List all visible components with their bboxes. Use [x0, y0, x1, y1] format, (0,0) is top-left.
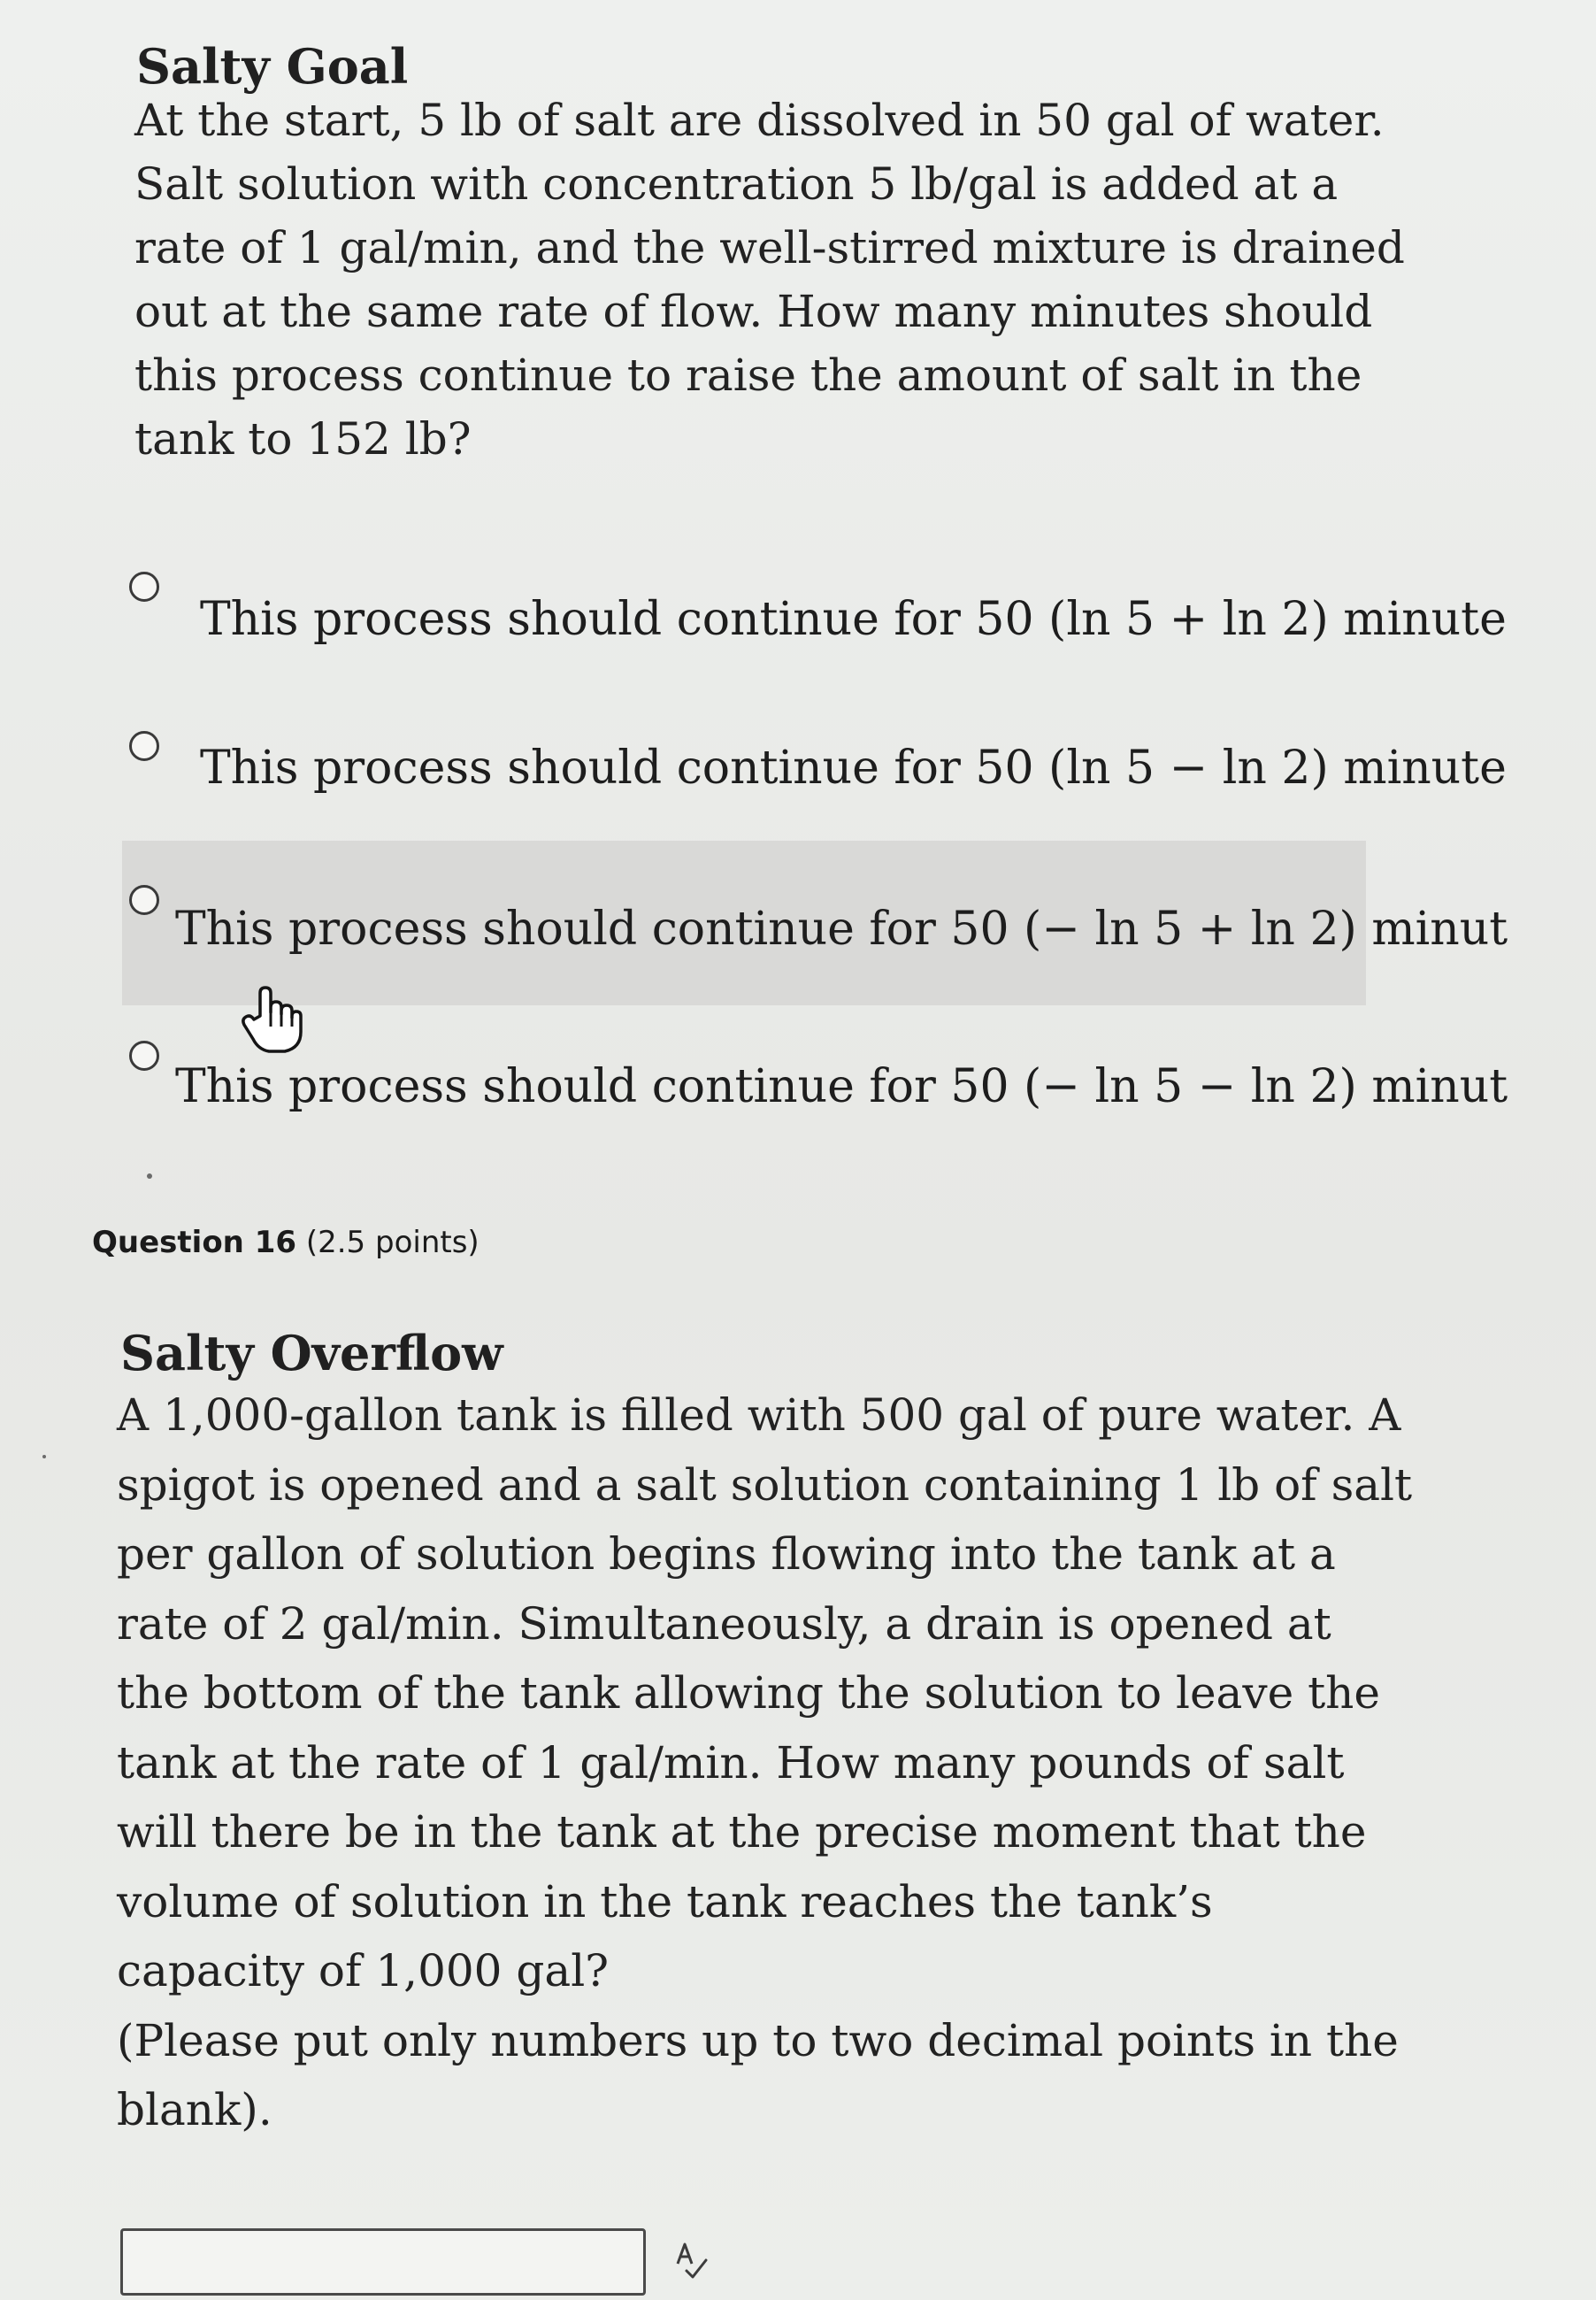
question-16-line: will there be in the tank at the precise moment that the: [117, 1806, 1367, 1858]
question-15-line: Salt solution with concentration 5 lb/gal is added at a: [134, 158, 1339, 210]
question-16-line: tank at the rate of 1 gal/min. How many pounds of salt: [117, 1736, 1345, 1788]
radio-button[interactable]: [129, 731, 159, 761]
answer-option-label: This process should continue for 50 (− ln 5 − ln 2) minut: [175, 1060, 1508, 1113]
decorative-dot: [42, 1455, 46, 1458]
question-15-line: out at the same rate of flow. How many minutes should: [134, 286, 1373, 337]
answer-option-label: This process should continue for 50 (− ln 5 + ln 2) minut: [175, 903, 1508, 956]
question-16-body: [117, 1381, 1412, 2145]
question-16-title: Salty Overflow: [120, 1325, 503, 1381]
answer-option-label: This process should continue for 50 (ln 5 − ln 2) minute: [200, 742, 1507, 795]
radio-button[interactable]: [129, 572, 159, 602]
question-16-line: rate of 2 gal/min. Simultaneously, a drain is opened at: [117, 1597, 1331, 1650]
question-16-line: spigot is opened and a salt solution containing 1 lb of salt: [117, 1458, 1413, 1511]
question-16-line: the bottom of the tank allowing the solution to leave the: [117, 1667, 1380, 1719]
spellcheck-icon[interactable]: [669, 2237, 713, 2281]
answer-option-4[interactable]: [122, 1018, 1508, 1168]
question-15-line: tank to 152 lb?: [134, 413, 472, 465]
question-16-line: capacity of 1,000 gal?: [117, 1945, 610, 1996]
question-16-line: blank).: [117, 2084, 272, 2135]
question-16-header: [92, 1225, 480, 1260]
question-16-line: volume of solution in the tank reaches the tank’s: [117, 1875, 1213, 1927]
answer-option-2[interactable]: [122, 699, 1507, 850]
question-15-body: [134, 88, 1405, 471]
hand-pointer-icon: [241, 986, 303, 1053]
answer-option-3[interactable]: [122, 841, 1508, 1005]
question-15-title: Salty Goal: [136, 38, 409, 95]
decorative-dot: [147, 1173, 152, 1179]
answer-option-label: This process should continue for 50 (ln 5 + ln 2) minute: [200, 593, 1507, 646]
question-16-line: per gallon of solution begins flowing into the tank at a: [117, 1528, 1336, 1580]
answer-option-1[interactable]: [122, 540, 1507, 690]
question-15-line: At the start, 5 lb of salt are dissolved in 50 gal of water.: [134, 95, 1385, 146]
question-16-line: (Please put only numbers up to two decimal points in the: [117, 2014, 1399, 2066]
radio-button[interactable]: [129, 885, 159, 915]
question-15-line: this process continue to raise the amount of salt in the: [134, 350, 1362, 401]
radio-button[interactable]: [129, 1041, 159, 1071]
question-16-line: A 1,000-gallon tank is filled with 500 gal of pure water. A: [117, 1389, 1401, 1441]
question-15-line: rate of 1 gal/min, and the well-stirred mixture is drained: [134, 222, 1405, 273]
question-points: (2.5 points): [305, 1225, 480, 1260]
answer-input[interactable]: [120, 2228, 646, 2296]
question-number: Question 16: [92, 1225, 297, 1260]
